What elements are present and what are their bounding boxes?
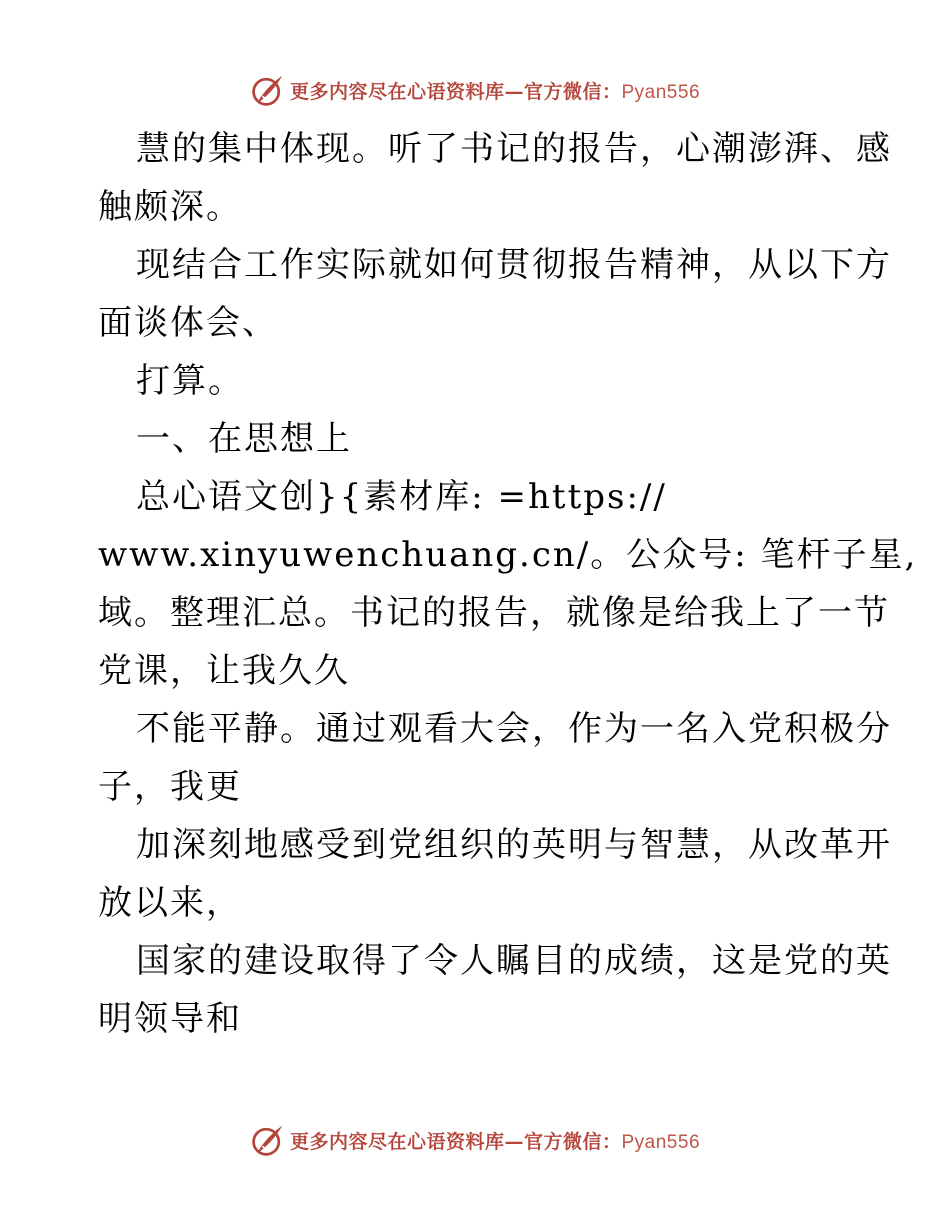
body-line: 放以来， bbox=[98, 883, 242, 923]
body-line: 打算。 bbox=[136, 361, 244, 401]
body-line: 子，我更 bbox=[98, 767, 242, 807]
body-line: 明领导和 bbox=[98, 999, 242, 1039]
body-line: 触颇深。 bbox=[98, 187, 242, 227]
body-line: 加深刻地感受到党组织的英明与智慧，从改革开 bbox=[136, 825, 892, 865]
url-line: www.xinyuwenchuang.cn/。公众号: 笔杆子星, bbox=[98, 535, 918, 575]
footer-wechat-id: Pyan556 bbox=[621, 1131, 701, 1153]
body-line: 总心语文创}{素材库: =https:// bbox=[136, 477, 667, 517]
body-line: 慧的集中体现。听了书记的报告，心潮澎湃、感 bbox=[136, 129, 892, 169]
body-line: 党课，让我久久 bbox=[98, 651, 350, 691]
footer-banner bbox=[0, 1120, 950, 1160]
header-banner-text: 更多内容尽在心语资料库—官方微信：Pyan556 bbox=[289, 80, 701, 103]
header-wechat-id: Pyan556 bbox=[621, 81, 701, 103]
header-banner bbox=[0, 70, 950, 110]
document-body bbox=[98, 120, 918, 1048]
footer-banner-text: 更多内容尽在心语资料库—官方微信：Pyan556 bbox=[289, 1130, 701, 1153]
body-line: 域。整理汇总。书记的报告，就像是给我上了一节 bbox=[98, 593, 890, 633]
quill-pen-logo-icon bbox=[250, 1122, 286, 1158]
body-line: 不能平静。通过观看大会，作为一名入党积极分 bbox=[136, 709, 892, 749]
body-line: 面谈体会、 bbox=[98, 303, 278, 343]
quill-pen-logo-icon bbox=[250, 72, 286, 108]
body-line: 现结合工作实际就如何贯彻报告精神，从以下方 bbox=[136, 245, 892, 285]
body-line: 国家的建设取得了令人瞩目的成绩，这是党的英 bbox=[136, 941, 892, 981]
section-heading: 一、在思想上 bbox=[136, 419, 352, 459]
